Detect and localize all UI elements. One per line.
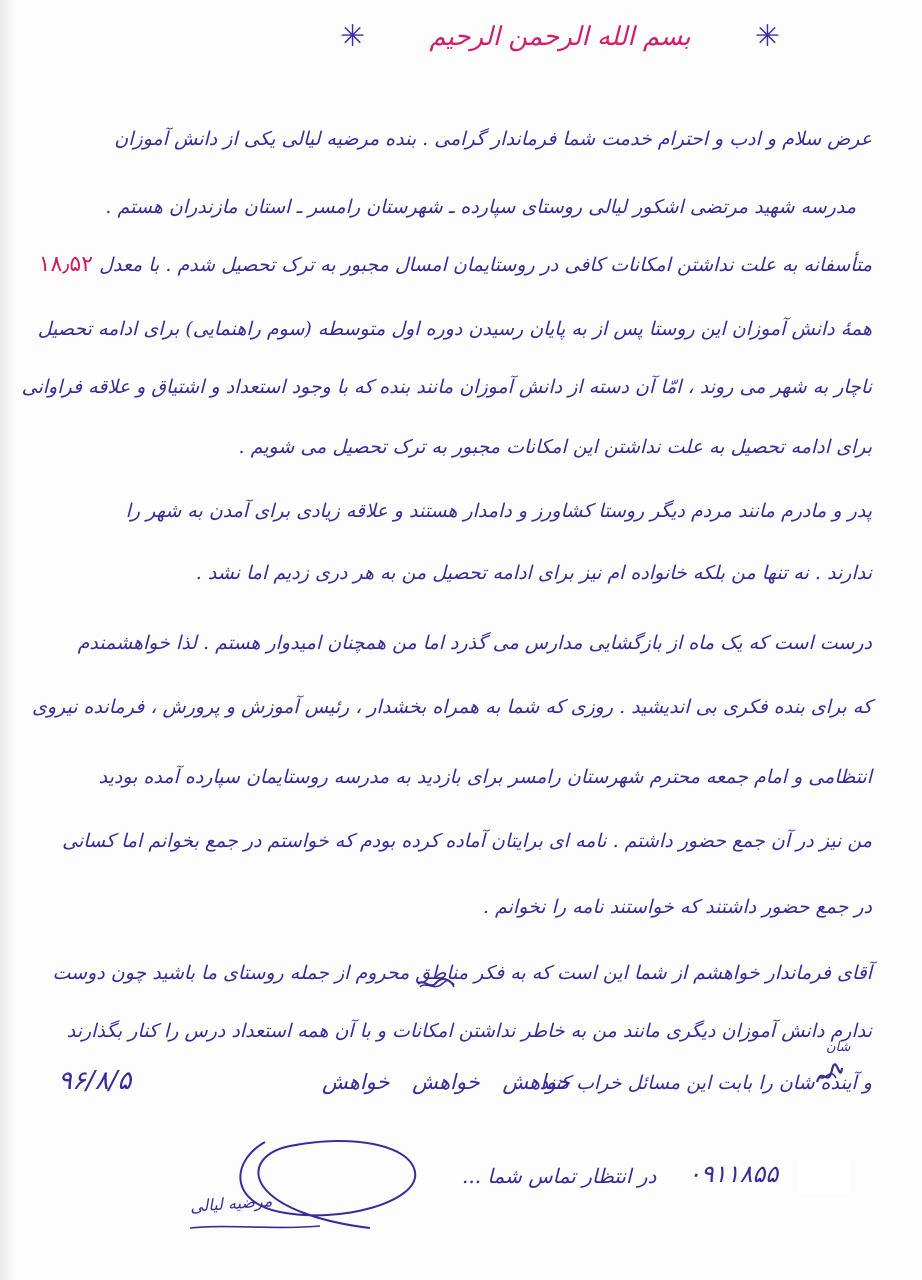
body-line-3	[39, 252, 872, 277]
star-right-icon: ✳	[754, 19, 780, 54]
phone-number: ۰۹۱۱۸۵۵	[688, 1160, 779, 1188]
scribble-correction-mark	[814, 1062, 844, 1090]
star-left-icon: ✳	[340, 19, 366, 54]
strike-through-mark	[416, 975, 456, 993]
body-line-12: من نیز در آن جمع حضور داشتم . نامه ای برایتان آماده کرده بودم که خواستم در جمع بخوانم اما کسانی	[62, 830, 872, 852]
body-line-5: ناچار به شهر می روند ، امّا آن دسته از دانش آموزان مانند بنده که با وجود استعداد و اشتیاق و علاقه فراوانی	[21, 376, 872, 398]
body-line-13: در جمع حضور داشتند که خواستند نامه را نخوانم .	[482, 896, 872, 918]
body-line-9: درست است که یک ماه از بازگشایی مدارس می گذرد اما من همچنان امیدوار هستم . لذا خواهشمندم	[77, 632, 872, 654]
body-line-15: ندارم دانش آموزان دیگری مانند من به خاطر نداشتن امکانات و با آن همه استعداد درس را کنار بگذارند	[66, 1020, 872, 1042]
plea-text: خواهش خواهش خواهش	[322, 1070, 570, 1094]
body-line-2: مدرسه شهید مرتضی اشکور لیالی روستای سپارده ـ شهرستان رامسر ـ استان مازندران هستم .	[105, 196, 856, 218]
body-line-14: آقای فرماندار خواهشم از شما این است که به فکر مناطق محروم از جمله روستای ما باشید چون دوست	[52, 962, 872, 984]
body-line-3-text: متأسفانه به علت نداشتن امکانات کافی در روستایمان امسال مجبور به ترک تحصیل شدم . با معدل	[99, 254, 872, 276]
body-line-6: برای ادامه تحصیل به علت نداشتن این امکانات مجبور به ترک تحصیل می شویم .	[238, 436, 872, 458]
redaction-box	[798, 1160, 850, 1194]
paper-edge-shadow	[0, 0, 14, 1280]
letter-header	[340, 12, 780, 62]
closing-text: در انتظار تماس شما ...	[462, 1164, 657, 1188]
basmala-heading: بسم الله الرحمن الرحیم	[429, 22, 691, 52]
body-line-10: که برای بنده فکری بی اندیشید . روزی که شما به همراه بخشدار ، رئیس آموزش و پرورش ، فرمانده نیروی	[31, 696, 872, 718]
grade-average: ۱۸٫۵۲	[38, 252, 94, 277]
inserted-word-note: شان	[826, 1040, 851, 1055]
letter-date: ۹۶/۸/۵	[58, 1066, 132, 1096]
body-line-11: انتظامی و امام جمعه محترم شهرستان رامسر برای بازدید به مدرسه روستایمان سپارده آمده بودید	[98, 766, 872, 788]
body-line-8: ندارند . نه تنها من بلکه خانواده ام نیز برای ادامه تحصیل من به هر دری زدیم اما نشد .	[195, 562, 872, 584]
body-line-7: پدر و مادرم مانند مردم دیگر روستا کشاورز و دامدار هستند و علاقه زیادی برای آمدن به شهر را	[125, 500, 872, 522]
signature-name: مرضیه لیالی	[189, 1191, 273, 1216]
body-line-1: عرض سلام و ادب و احترام خدمت شما فرماندار گرامی . بنده مرضیه لیالی یکی از دانش آموزان	[114, 128, 872, 150]
body-line-16: و آینده شان را بابت این مسائل خراب کنند .	[527, 1072, 872, 1094]
body-line-4: همهٔ دانش آموزان این روستا پس از به پایان رسیدن دوره اول متوسطه (سوم راهنمایی) برای ادامه تحصیل	[37, 318, 872, 340]
signature-drawing	[170, 1132, 430, 1242]
